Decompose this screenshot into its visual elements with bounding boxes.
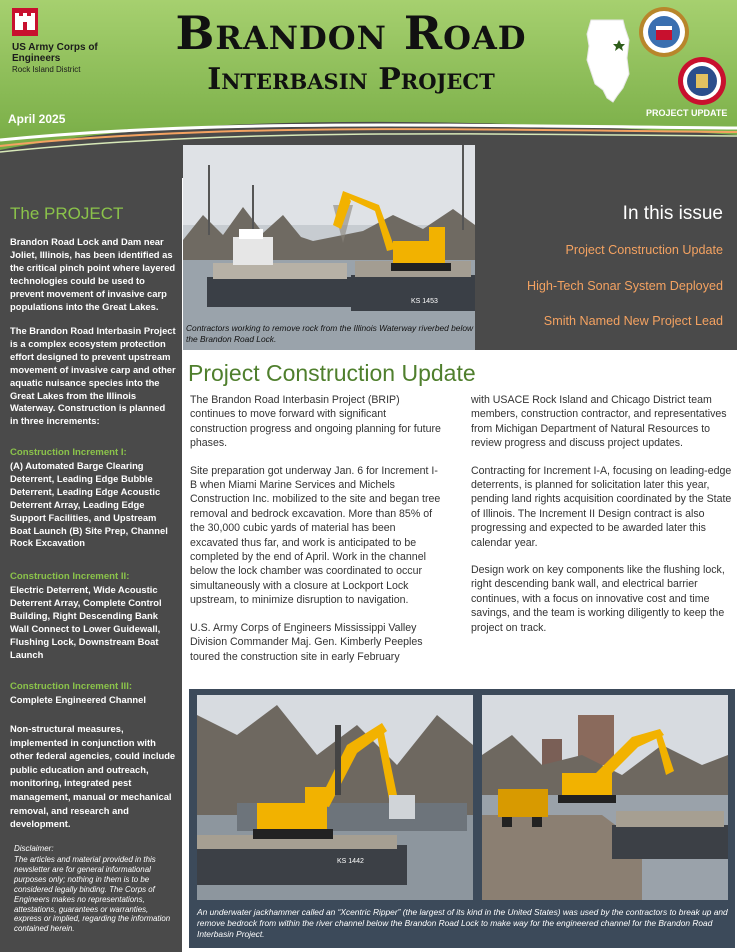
article-paragraph: U.S. Army Corps of Engineers Mississippi Valley Division Commander Maj. Gen. Kimberly Peeples toured the construction site in early February: [190, 621, 423, 663]
barge-label-bottom: KS 1442: [337, 858, 364, 865]
issue-date: April 2025: [8, 112, 66, 126]
illinois-map-icon: [585, 18, 633, 104]
disclaimer-title: Disclaimer:: [14, 844, 54, 853]
issue-link-sonar-system[interactable]: High-Tech Sonar System Deployed: [527, 279, 723, 293]
disclaimer-text: The articles and material provided in this newsletter are for general informational purposes only; nothing in them is to be considered legally binding. The Corps of Engineers makes no representations, attestations, guarantees or warranties, express or implied, regarding the information contained herein.: [14, 855, 171, 934]
article-paragraph: with USACE Rock Island and Chicago District team members, construction contractor, and representatives from Michigan Department of Natural Resources to review progress and discuss project updates.: [471, 394, 727, 450]
article-paragraph: The Brandon Road Interbasin Project (BRIP) continues to move forward with significant construction progress and ongoing planning for future phases.: [190, 394, 441, 450]
in-this-issue-title: In this issue: [622, 203, 723, 224]
in-this-issue-box: [475, 145, 737, 350]
newsletter-title: Brandon Road: [175, 6, 527, 60]
article-title: Project Construction Update: [188, 360, 476, 386]
article-column-left: [190, 393, 442, 677]
increment-3-text: Complete Engineered Channel: [10, 694, 146, 705]
sidebar-intro-1: Brandon Road Lock and Dam near Joliet, Illinois, has been identified as the critical pinch point where layered technologies could be used to prevent movement of invasive carp populations into the Great Lakes.: [10, 236, 176, 312]
article-paragraph: Contracting for Increment I-A, focusing on leading-edge deterrents, is planned for solicitation later this year, pending land rights acquisition coordinated by the State of Illinois. The Increment II Design contract is also progressing and expected to be awarded later this calendar year.: [471, 464, 732, 549]
article-paragraph: Design work on key components like the flushing lock, right descending bank wall, and electrical barrier continues, with a focus on innovative cost and time savings, and the team is working diligently to keep the project on track.: [471, 564, 725, 634]
increment-3-title: Construction Increment III:: [10, 681, 133, 692]
article-column-right: [471, 393, 733, 648]
increment-2-text: Electric Deterrent, Wide Acoustic Deterrent Array, Complete Control Building, Right Descending Bank Wall Connect to Lower Guidewall, Flushing Lock, Downstream Boat Launch: [10, 584, 162, 660]
article-paragraph: Site preparation got underway Jan. 6 for Increment I-B when Miami Marine Services and Michels Construction Inc. mobilized to the site and began tree removal and bedrock excavation. More than 85% of the 30,000 cubic yards of material has been excavated thus far, and work is anticipated to be completed by the end of April. Work in the channel below the lock chamber was coordinated to occur simultaneously with a closure at Lockport Lock upstream, to minimize disruption to navigation.: [190, 464, 441, 607]
bottom-photo-xcentric-ripper: [197, 695, 473, 900]
increment-1-text: (A) Automated Barge Clearing Deterrent, Leading Edge Bubble Deterrent, Leading Edge Acoustic Deterrent Array, Leading Edge Support Facilities, and Upstream Boat Launch (B) Site Prep, Channel Rock Excavation: [10, 460, 168, 549]
top-photo-excavation: [183, 145, 475, 350]
sidebar-intro-2: The Brandon Road Interbasin Project is a complex ecosystem protection effort designed to prevent upstream movement of invasive carp and other aquatic nuisance species into the Great Lakes from the Illinois Waterway. Construction is planned in three increments:: [10, 325, 176, 427]
top-photo-caption: Contractors working to remove rock from the Illinois Waterway riverbed below the Brandon Road Lock.: [186, 323, 474, 344]
newsletter-subtitle: Interbasin Project: [207, 62, 495, 97]
usace-castle-logo: [12, 8, 38, 36]
increment-2-title: Construction Increment II:: [10, 571, 130, 582]
sidebar-heading: The PROJECT: [10, 204, 124, 223]
org-district: Rock Island District: [12, 65, 81, 74]
bottom-photo-caption: An underwater jackhammer called an “Xcentric Ripper” (the largest of its kind in the United States) was used by the contractors to break up and remove bedrock from within the river channel below the Brandon Road Lock to make way for the engineered channel for the Brandon Road Interbasin Project.: [197, 907, 728, 939]
michigan-seal-icon: [676, 56, 728, 106]
issue-link-construction-update[interactable]: Project Construction Update: [565, 243, 723, 257]
org-name: US Army Corps of Engineers: [12, 42, 98, 64]
barge-label-top: KS 1453: [411, 298, 438, 305]
illinois-seal-icon: [638, 6, 690, 58]
non-structural-measures: Non-structural measures, implemented in conjunction with other federal agencies, could include public education and outreach, monitoring, integrated pest management, manual or mechanical removal, and research and development.: [10, 723, 176, 830]
bottom-photo-channel-excavation: [482, 695, 728, 900]
issue-link-new-project-lead[interactable]: Smith Named New Project Lead: [543, 314, 723, 328]
project-sidebar: [0, 178, 182, 952]
increment-1-title: Construction Increment I:: [10, 447, 127, 458]
project-update-label: PROJECT UPDATE: [646, 108, 728, 118]
